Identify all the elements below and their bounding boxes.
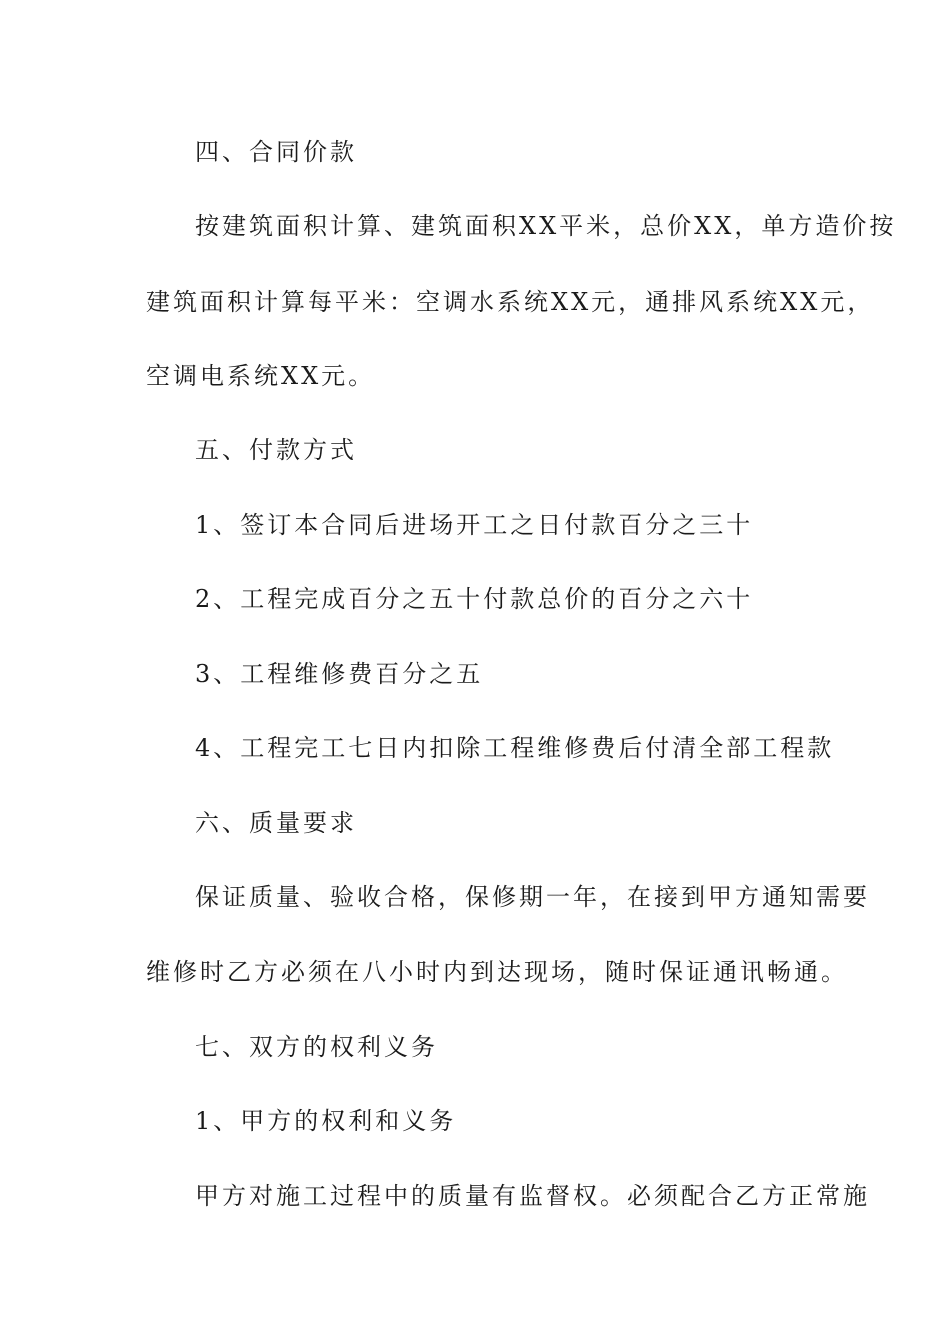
list-item: 1、签订本合同后进场开工之日付款百分之三十 — [195, 511, 754, 539]
list-item: 3、工程维修费百分之五 — [195, 660, 484, 688]
section-heading-contract-price: 四、合同价款 — [195, 138, 357, 166]
paragraph-line: 保证质量、验收合格，保修期一年，在接到甲方通知需要 — [195, 883, 870, 911]
paragraph-line: 按建筑面积计算、建筑面积XX平米，总价XX，单方造价按 — [195, 212, 897, 240]
paragraph-line: 维修时乙方必须在八小时内到达现场，随时保证通讯畅通。 — [146, 958, 848, 986]
section-heading-rights-obligations: 七、双方的权利义务 — [195, 1033, 438, 1061]
section-heading-payment-method: 五、付款方式 — [195, 436, 357, 464]
paragraph-line: 建筑面积计算每平米：空调水系统XX元，通排风系统XX元， — [146, 288, 875, 316]
subsection-heading: 1、甲方的权利和义务 — [195, 1107, 457, 1135]
section-heading-quality-requirements: 六、质量要求 — [195, 809, 357, 837]
list-item: 2、工程完成百分之五十付款总价的百分之六十 — [195, 585, 754, 613]
paragraph-line: 空调电系统XX元。 — [146, 362, 376, 390]
list-item: 4、工程完工七日内扣除工程维修费后付清全部工程款 — [195, 734, 835, 762]
paragraph-line: 甲方对施工过程中的质量有监督权。必须配合乙方正常施 — [195, 1182, 870, 1210]
